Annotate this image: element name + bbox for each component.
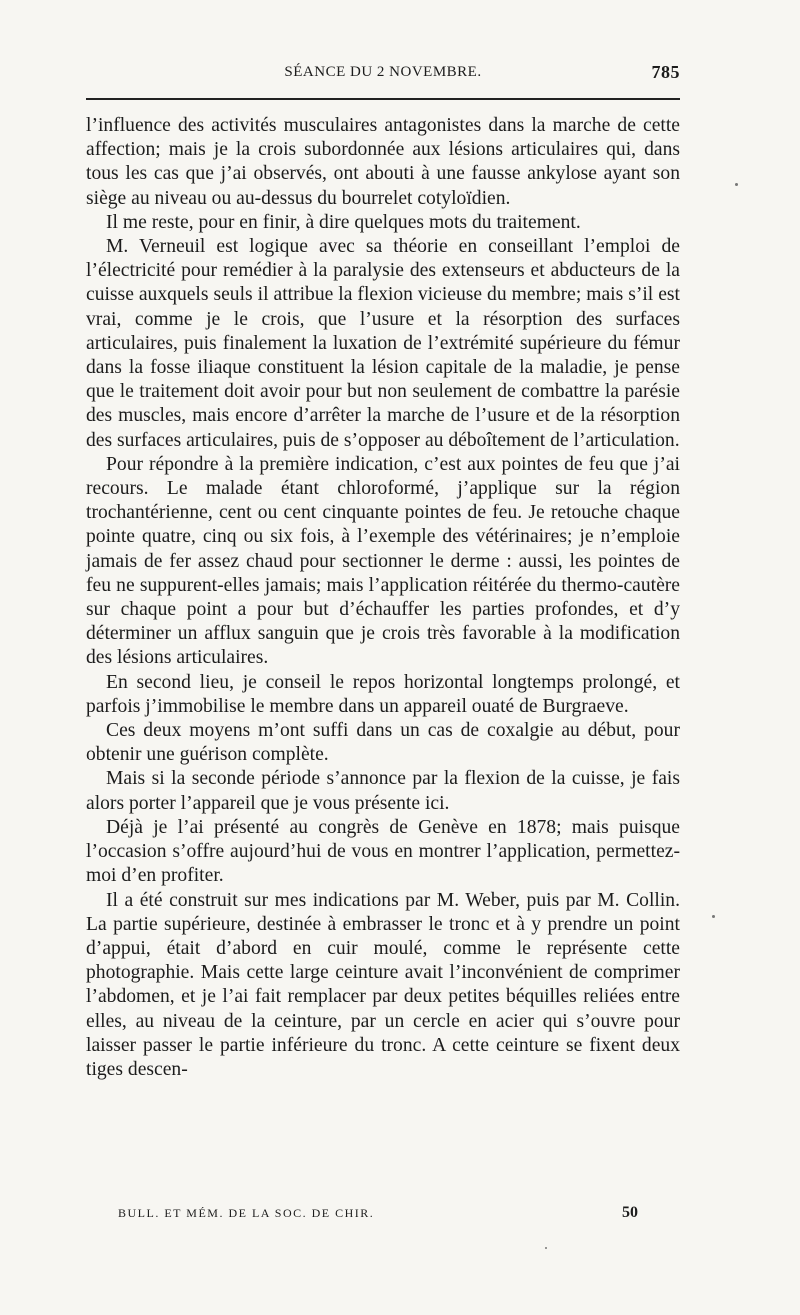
paragraph: Il me reste, pour en finir, à dire quelques mots du traitement. — [106, 211, 581, 233]
paragraph: En second lieu, je conseil le repos horizontal longtemps prolongé, et parfois j’immobilise le membre dans un appareil ouaté de Burgraeve. — [86, 671, 680, 717]
paragraph: Ces deux moyens m’ont suffi dans un cas de coxalgie au début, pour obtenir une guérison complète. — [86, 720, 680, 766]
running-title: SÉANCE DU 2 NOVEMBRE. — [284, 64, 482, 80]
body-text — [86, 114, 680, 1082]
running-source: BULL. ET MÉM. DE LA SOC. DE CHIR. — [118, 1206, 375, 1220]
paragraph-continuation: l’influence des activités musculaires antagonistes dans la marche de cette affection; mais je la crois subordonnée aux lésions articulaires qui, dans tous les cas que j’ai observés, ont abouti à une fausse ankylose ayant son siège au niveau ou au-dessus du bourrelet cotyloïdien. — [86, 115, 680, 209]
paper-speck — [712, 915, 715, 918]
paragraph: M. Verneuil est logique avec sa théorie en conseillant l’emploi de l’électricité pour remédier à la paralysie des extenseurs et abducteurs de la cuisse auxquels seuls il attribue la flexion vicieuse du membre; mais s’il est vrai, comme je le crois, que l’usure et la résorption des surfaces articulaires, puis finalement la luxation de l’extrémité supérieure du fémur dans la fosse iliaque constituent la lésion capitale de la maladie, je pense que le traitement doit avoir pour but non seulement de combattre la parésie des muscles, mais encore d’arrêter la marche de l’usure et de la résorption des surfaces articulaires, puis de s’opposer au déboîtement de l’articulation. — [86, 236, 680, 451]
page-number: 785 — [651, 62, 680, 82]
header-rule — [86, 98, 680, 100]
signature-mark: 50 — [622, 1204, 638, 1221]
paper-speck — [545, 1247, 547, 1249]
paragraph: Mais si la seconde période s’annonce par la flexion de la cuisse, je fais alors porter l’appareil que je vous présente ici. — [86, 768, 680, 814]
paragraph: Déjà je l’ai présenté au congrès de Genève en 1878; mais puisque l’occasion s’offre aujourd’hui de vous en montrer l’application, permettez-moi d’en profiter. — [86, 816, 680, 887]
paragraph: Pour répondre à la première indication, c’est aux pointes de feu que j’ai recours. Le malade étant chloroformé, j’applique sur la région trochantérienne, cent ou cent cinquante pointes de feu. Je retouche chaque pointe quatre, cinq ou six fois, à l’exemple des vétérinaires; je n’emploie jamais de fer assez chaud pour sectionner le derme : aussi, les pointes de feu ne suppurent-elles jamais; mais l’application réitérée du thermo-cautère sur chaque point a pour but d’échauffer les parties profondes, et d’y déterminer un afflux sanguin que je crois très favorable à la modification des lésions articulaires. — [86, 453, 680, 669]
paper-speck — [735, 183, 738, 186]
footer — [118, 1206, 638, 1230]
running-head — [86, 62, 680, 88]
paragraph: Il a été construit sur mes indications par M. Weber, puis par M. Collin. La partie supérieure, destinée à embrasser le tronc et à y prendre un point d’appui, était d’abord en cuir moulé, comme le représente cette photographie. Mais cette large ceinture avait l’inconvénient de comprimer l’abdomen, et je l’ai fait remplacer par deux petites béquilles reliées entre elles, au niveau de la ceinture, par un cercle en acier qui s’ouvre pour laisser passer le partie inférieure du tronc. A cette ceinture se fixent deux tiges descen- — [86, 889, 680, 1080]
